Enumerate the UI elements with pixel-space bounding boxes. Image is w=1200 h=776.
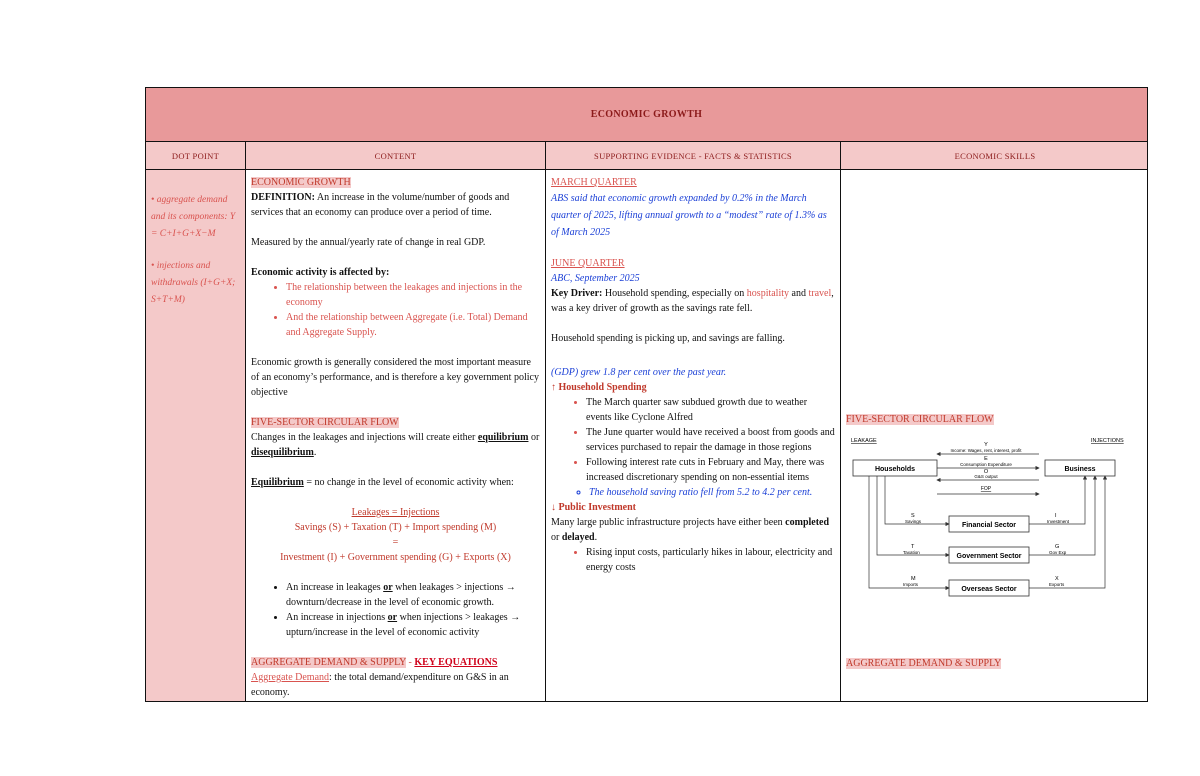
list-item: • And the relationship between Aggregate (i.e. Total) Demand and Aggregate Supply. [286,310,540,340]
equation-line-1: Leakages = Injections [351,507,440,518]
equation-line-4: Investment (I) + Government spending (G) + Exports (X) [280,552,511,563]
header-row [146,142,1147,170]
page-title: ECONOMIC GROWTH [590,109,703,120]
g-label: G [1055,544,1060,550]
changes-text: Changes in the leakages and injections will create either equilibrium or disequilibrium. [251,432,540,458]
injections-label: INJECTIONS [1091,438,1124,444]
skills-cell [841,170,1149,701]
household-sublist [551,485,835,500]
content-cell [246,170,546,701]
leakage-label: LEAKAGE [851,438,877,444]
equation-line-3: = [392,537,399,548]
t-label: T [911,544,915,550]
equation-line-2: Savings (S) + Taxation (T) + Import spending (M) [294,522,497,533]
taxation-label: Taxation [903,550,920,555]
exports-label: Exports [1049,582,1065,587]
financial-sector-label: Financial Sector [961,522,1017,529]
savings-label: Savings [905,519,922,524]
march-text: ABS said that economic growth expanded by 0.2% in the March quarter of 2025, lifting annual growth to a “modest” rate of 1.3% as of March 2025 [551,193,827,238]
household-list [551,395,835,485]
public-investment-heading: ↓ Public Investment [551,502,636,513]
list-item: ◦ The household saving ratio fell from 5.2 to 4.2 per cent. [589,485,835,500]
list-item: • An increase in injections or when injections > leakages → upturn/increase in the level of economic activity [286,610,540,640]
ad-definition: Aggregate Demand: the total demand/expenditure on G&S in an economy. [251,672,509,698]
fop-label: FOP [980,486,992,492]
list-item: • The relationship between the leakages and injections in the economy [286,280,540,310]
header-dot-point: DOT POINT [146,142,246,169]
evidence-heading-june: JUNE QUARTER [551,258,625,269]
m-label: M [911,576,916,582]
y-label: Y [984,442,988,448]
income-label: Income: Wages, rent, interest, profit [950,448,1022,453]
document-table [145,87,1148,702]
important-text: Economic growth is generally considered the most important measure of an economy’s performance, and is therefore a key government policy objective [251,357,539,398]
picking-up-text: Household spending is picking up, and savings are falling. [551,333,785,344]
list-item: • The March quarter saw subdued growth due to weather events like Cyclone Alfred [586,395,835,425]
affected-list [251,280,540,340]
june-source: ABC, September 2025 [551,273,640,284]
key-driver: Key Driver: Household spending, especially on hospitality and travel, was a key driver of growth as the savings rate fell. [551,288,834,314]
list-item: • Following interest rate cuts in February and May, there was increased discretionary spending on non-essential items [586,455,835,485]
public-investment-text: Many large public infrastructure projects have either been completed or delayed. [551,517,830,543]
measured-text: Measured by the annual/yearly rate of change in real GDP. [251,237,486,248]
header-evidence: SUPPORTING EVIDENCE - FACTS & STATISTICS [546,142,841,169]
business-label: Business [1064,466,1096,473]
gs-output-label: G&S output [974,474,998,479]
evidence-cell [546,170,841,701]
public-investment-list [551,545,835,575]
header-skills: ECONOMIC SKILLS [954,150,1036,161]
consumption-label: Consumption Expenditure [960,462,1012,467]
gdp-text: (GDP) grew 1.8 per cent over the past year. [551,367,727,378]
content-heading-ad-as: AGGREGATE DEMAND & SUPPLY - KEY EQUATIONS [251,657,498,668]
household-spending-heading: ↑ Household Spending [551,382,647,393]
imports-label: Imports [903,582,919,587]
dot-point-1: • aggregate demand and its components: Y = C+I+G+X−M [151,195,236,239]
definition: DEFINITION: An increase in the volume/number of goods and services that an economy can produce over a period of time. [251,192,510,218]
content-heading-growth: ECONOMIC GROWTH [251,177,351,188]
body-row [146,170,1147,701]
change-list [251,580,540,640]
content-heading-circular-flow: FIVE-SECTOR CIRCULAR FLOW [251,417,399,428]
affected-heading: Economic activity is affected by: [251,267,390,278]
x-label: X [1055,576,1059,582]
skills-heading-ad-as: AGGREGATE DEMAND & SUPPLY [846,658,1002,669]
evidence-heading-march: MARCH QUARTER [551,177,637,188]
list-item: • The June quarter would have received a boost from goods and services purchased to repair the damage in those regions [586,425,835,455]
government-sector-label: Government Sector [956,553,1022,560]
list-item: • Rising input costs, particularly hikes in labour, electricity and energy costs [586,545,835,575]
skills-heading-circular-flow: FIVE-SECTOR CIRCULAR FLOW [846,414,994,425]
i-label: I [1055,513,1057,519]
list-item: • An increase in leakages or when leakages > injections → downturn/decrease in the level of economic growth. [286,580,540,610]
households-label: Households [874,466,916,473]
dot-point-2: • injections and withdrawals (I+G+X; S+T+M) [151,261,236,305]
investment-label: Investment [1047,519,1070,524]
equilibrium-text: Equilibrium = no change in the level of economic activity when: [251,477,514,488]
o-label: O [983,469,989,475]
circular-flow-diagram [849,432,1129,608]
header-content: CONTENT [246,142,546,169]
dot-point-cell [146,170,246,701]
e-label: E [984,456,988,462]
overseas-sector-label: Overseas Sector [961,586,1017,593]
title-row [146,88,1147,142]
govexp-label: Gov Exp [1049,550,1067,555]
s-label: S [911,513,915,519]
